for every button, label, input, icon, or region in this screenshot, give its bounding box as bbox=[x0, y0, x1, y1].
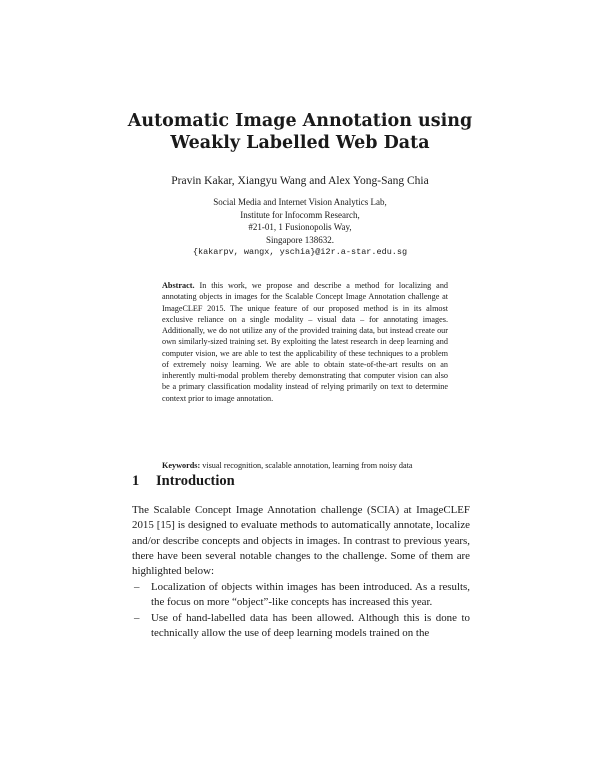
list-item bbox=[132, 611, 470, 642]
abstract bbox=[162, 280, 448, 404]
list-item-text: Use of hand-labelled data has been allowed. Although this is done to technically allow the use of deep learning models trained on the bbox=[151, 611, 470, 639]
affiliation-block bbox=[150, 196, 450, 259]
list-item-text: Localization of objects within images has been introduced. As a results, the focus on more “object”-like concepts has increased this year. bbox=[151, 581, 470, 609]
intro-paragraph: The Scalable Concept Image Annotation challenge (SCIA) at ImageCLEF 2015 [15] is designed to evaluate methods to automatically annotate, localize and/or describe concepts and objects in images. In contrast to previous years, there have been several notable changes to the challenge. Some of them are highlighted below: bbox=[132, 504, 470, 578]
list-item bbox=[132, 580, 470, 611]
section-number: 1 bbox=[132, 473, 140, 489]
changes-list bbox=[132, 580, 470, 641]
author-emails: {kakarpv, wangx, yschia}@i2r.a-star.edu.sg bbox=[192, 247, 408, 258]
section-title: Introduction bbox=[156, 473, 235, 489]
title-line-1: Automatic Image Annotation using bbox=[127, 111, 473, 131]
author-list: Pravin Kakar, Xiangyu Wang and Alex Yong-Sang Chia bbox=[171, 175, 429, 187]
paper-title bbox=[100, 110, 500, 154]
affiliation-lab: Social Media and Internet Vision Analytics Lab, bbox=[213, 197, 387, 207]
affiliation-city: Singapore 138632. bbox=[266, 234, 334, 245]
keywords-text: visual recognition, scalable annotation, learning from noisy data bbox=[202, 461, 413, 470]
keywords-label: Keywords: bbox=[162, 461, 201, 470]
list-marker: – bbox=[134, 611, 140, 624]
affiliation-address: #21-01, 1 Fusionopolis Way, bbox=[248, 222, 352, 233]
abstract-text: In this work, we propose and describe a method for localizing and annotating objects in images for the Scalable Concept Image Annotation challenge at ImageCLEF 2015. The unique feature of our proposed method is in its almost exclusive reliance on a single modality – visual data – for annotating images. Additionally, we do not utilize any of the provided training data, but instead create our own similarly-sized training set. By exploiting the latest research in deep learning and computer vision, we are able to test the applicability of these techniques to a problem of extremely noisy learning. We are able to obtain state-of-the-art results on an inherently multi-modal problem thereby demonstrating that computer vision can also be a primary classification modality instead of relying primarily on text to determine context prior to image annotation. bbox=[162, 281, 449, 403]
list-marker: – bbox=[134, 581, 140, 593]
keywords bbox=[162, 460, 448, 471]
section-heading-introduction bbox=[132, 471, 235, 491]
title-line-2: Weakly Labelled Web Data bbox=[170, 133, 430, 153]
affiliation-institute: Institute for Infocomm Research, bbox=[240, 209, 360, 220]
abstract-label: Abstract. bbox=[162, 281, 195, 290]
